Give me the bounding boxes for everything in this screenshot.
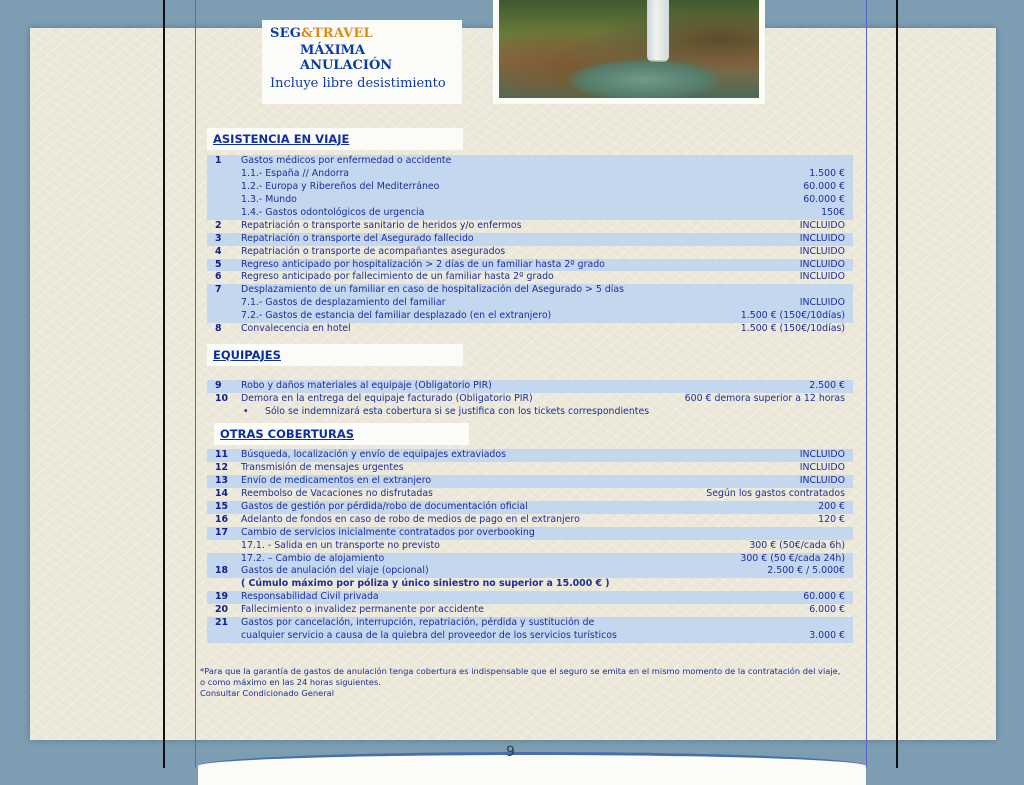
table-row — [207, 207, 853, 220]
row-number: 17 — [215, 526, 229, 538]
table-row — [207, 565, 853, 578]
row-value: 3.000 € — [809, 630, 845, 642]
table-row — [207, 553, 853, 566]
row-description: Fallecimiento o invalidez permanente por accidente — [241, 604, 484, 616]
row-number: 4 — [215, 245, 222, 257]
row-value: 600 € demora superior a 12 horas — [684, 392, 845, 404]
row-number: 2 — [215, 219, 222, 231]
table-row — [207, 246, 853, 259]
row-value: INCLUIDO — [799, 245, 845, 257]
row-description: Robo y daños materiales al equipaje (Obligatorio PIR) — [241, 380, 492, 391]
table-row — [207, 501, 853, 514]
footnote-line1: *Para que la garantía de gastos de anulación tenga cobertura es indispensable que el seguro se emita en el mismo momento de la contratación del viaje, — [200, 666, 841, 676]
row-description: 7.2.- Gastos de estancia del familiar desplazado (en el extranjero) — [241, 310, 552, 322]
waterfall-shape — [647, 0, 669, 62]
asistencia-table — [207, 155, 853, 336]
row-number: 18 — [215, 565, 229, 577]
row-description: Búsqueda, localización y envío de equipajes extraviados — [241, 449, 507, 460]
table-row — [207, 233, 853, 246]
table-row — [207, 393, 853, 406]
waterfall-photo — [493, 0, 765, 104]
row-number: 14 — [215, 487, 229, 499]
table-row — [207, 271, 853, 284]
row-value: 150€ — [821, 206, 845, 218]
table-row — [207, 617, 853, 630]
row-value: 120 € — [818, 513, 845, 525]
row-description: 1.2.- Europa y Ribereños del Mediterráneo — [241, 180, 440, 192]
row-description: Gastos de anulación del viaje (opcional) — [241, 565, 429, 577]
table-row — [207, 449, 853, 462]
table-row — [207, 527, 853, 540]
row-number: 6 — [215, 271, 222, 283]
footnote-line3: Consultar Condicionado General — [200, 688, 335, 698]
equipajes-table — [207, 380, 853, 419]
margin-line-right — [866, 0, 867, 768]
row-description: Desplazamiento de un familiar en caso de hospitalización del Asegurado > 5 días — [241, 284, 625, 296]
section-asistencia: ASISTENCIA EN VIAJE — [207, 128, 463, 150]
row-number: 3 — [215, 232, 222, 244]
table-row-bullet — [207, 406, 853, 419]
row-value: 60.000 € — [803, 193, 845, 205]
table-row — [207, 540, 853, 553]
table-row — [207, 591, 853, 604]
row-description: 7.1.- Gastos de desplazamiento del familiar — [241, 297, 446, 309]
row-number: 20 — [215, 604, 229, 616]
frame-line-right — [896, 0, 898, 768]
row-value: 200 € — [818, 500, 845, 512]
bottom-banner — [198, 752, 866, 785]
table-row — [207, 578, 853, 591]
row-description: Convalecencia en hotel — [241, 323, 351, 335]
row-value: 1.500 € (150€/10días) — [740, 310, 845, 322]
row-number: 15 — [215, 500, 229, 512]
row-number: 21 — [215, 617, 229, 629]
table-row — [207, 630, 853, 643]
row-value: Según los gastos contratados — [706, 487, 845, 499]
bullet-text: Sólo se indemnizará esta cobertura si se justifica con los tickets correspondientes — [265, 405, 650, 417]
row-description: 1.3.- Mundo — [241, 193, 297, 205]
row-value: INCLUIDO — [799, 461, 845, 473]
table-row — [207, 475, 853, 488]
row-number: 7 — [215, 284, 222, 296]
row-value: INCLUIDO — [799, 474, 845, 486]
row-description: Gastos de gestión por pérdida/robo de documentación oficial — [241, 500, 528, 512]
row-value: 2.500 € — [809, 380, 845, 391]
row-description: ( Cúmulo máximo por póliza y único siniestro no superior a 15.000 € ) — [241, 578, 610, 590]
row-description: Gastos médicos por enfermedad o accidente — [241, 155, 452, 166]
row-description: Cambio de servicios inicialmente contratados por overbooking — [241, 526, 535, 538]
row-value: 6.000 € — [809, 604, 845, 616]
margin-line-left — [195, 0, 196, 768]
row-value: 2.500 € / 5.000€ — [767, 565, 845, 577]
row-value: 300 € (50€/cada 6h) — [749, 539, 845, 551]
row-value: 1.500 € (150€/10días) — [740, 323, 845, 335]
row-description: Gastos por cancelación, interrupción, repatriación, pérdida y sustitución de — [241, 617, 595, 629]
brand-logo: SEG&TRAVEL — [270, 26, 373, 41]
frame-line-left — [163, 0, 165, 768]
row-description: Responsabilidad Civil privada — [241, 591, 379, 603]
row-number: 1 — [215, 155, 222, 166]
row-value: INCLUIDO — [799, 258, 845, 270]
brand-box — [262, 20, 462, 104]
table-row — [207, 194, 853, 207]
table-row — [207, 310, 853, 323]
row-description: Transmisión de mensajes urgentes — [241, 461, 404, 473]
row-number: 16 — [215, 513, 229, 525]
table-row — [207, 220, 853, 233]
footnote — [200, 666, 860, 699]
row-number: 8 — [215, 323, 222, 335]
row-value: 300 € (50 €/cada 24h) — [740, 552, 845, 564]
row-value: 60.000 € — [803, 591, 845, 603]
row-description: 1.1.- España // Andorra — [241, 167, 350, 179]
product-tagline: Incluye libre desistimiento — [270, 76, 446, 91]
table-row — [207, 514, 853, 527]
row-description: Demora en la entrega del equipaje facturado (Obligatorio PIR) — [241, 392, 533, 404]
page-number: 9 — [506, 744, 515, 760]
row-description: Repatriación o transporte de acompañantes asegurados — [241, 245, 506, 257]
row-value: INCLUIDO — [799, 232, 845, 244]
section-equipajes: EQUIPAJES — [207, 344, 463, 366]
row-description: cualquier servicio a causa de la quiebra del proveedor de los servicios turísticos — [241, 630, 617, 642]
row-number: 10 — [215, 392, 229, 404]
section-otras: OTRAS COBERTURAS — [214, 423, 469, 445]
table-row — [207, 297, 853, 310]
table-row — [207, 259, 853, 272]
row-description: Envío de medicamentos en el extranjero — [241, 474, 432, 486]
row-number: 19 — [215, 591, 229, 603]
row-number: 9 — [215, 380, 222, 391]
table-row — [207, 604, 853, 617]
table-row — [207, 323, 853, 336]
row-number: 13 — [215, 474, 229, 486]
row-description: 17.1. - Salida en un transporte no previsto — [241, 539, 440, 551]
table-row — [207, 181, 853, 194]
row-number: 12 — [215, 461, 229, 473]
row-description: 1.4.- Gastos odontológicos de urgencia — [241, 206, 425, 218]
row-description: Repatriación o transporte sanitario de heridos y/o enfermos — [241, 219, 522, 231]
table-row — [207, 462, 853, 475]
product-name: MÁXIMA ANULACIÓN — [300, 43, 393, 73]
row-value: INCLUIDO — [799, 449, 845, 460]
row-description: Adelanto de fondos en caso de robo de medios de pago en el extranjero — [241, 513, 580, 525]
row-value: 60.000 € — [803, 180, 845, 192]
row-value: INCLUIDO — [799, 219, 845, 231]
row-description: Regreso anticipado por hospitalización > 2 días de un familiar hasta 2º grado — [241, 258, 605, 270]
row-value: 1.500 € — [809, 167, 845, 179]
row-description: Repatriación o transporte del Asegurado fallecido — [241, 232, 474, 244]
table-row — [207, 380, 853, 393]
footnote-line2: o como máximo en las 24 horas siguientes. — [200, 677, 381, 687]
table-row — [207, 168, 853, 181]
table-row — [207, 284, 853, 297]
row-description: Reembolso de Vacaciones no disfrutadas — [241, 487, 433, 499]
pool-shape — [569, 60, 719, 98]
table-row — [207, 488, 853, 501]
bullet-icon: • — [243, 405, 249, 417]
row-number: 11 — [215, 449, 229, 460]
row-description: 17.2. – Cambio de alojamiento — [241, 552, 385, 564]
photo-image — [499, 0, 759, 98]
otras-table — [207, 449, 853, 643]
row-number: 5 — [215, 258, 222, 270]
table-row — [207, 155, 853, 168]
row-value: INCLUIDO — [799, 271, 845, 283]
row-value: INCLUIDO — [799, 297, 845, 309]
row-description: Regreso anticipado por fallecimiento de un familiar hasta 2º grado — [241, 271, 554, 283]
